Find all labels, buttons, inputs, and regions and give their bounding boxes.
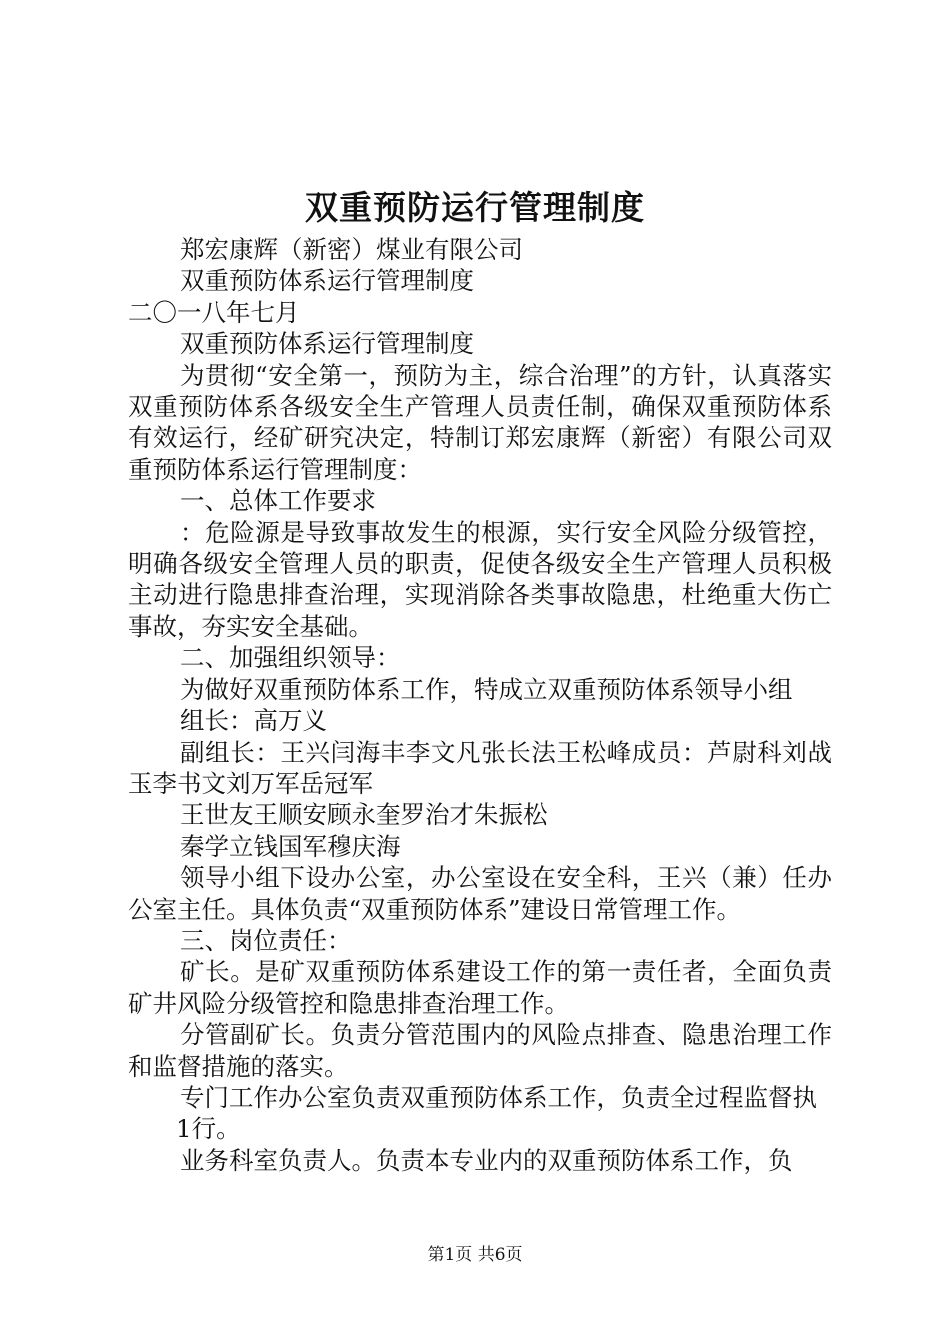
paragraph-office: 领导小组下设办公室，办公室设在安全科，王兴（兼）任办公室主任。具体负责“双重预防体系”建设日常管理工作。 [128,863,832,924]
page-footer: 第1页 共6页 [427,1245,523,1265]
paragraph-leadership: 为做好双重预防体系工作，特成立双重预防体系领导小组 [180,674,793,704]
paragraph-date: 二〇一八年七月 [128,297,300,327]
paragraph-intro: 为贯彻“安全第一，预防为主，综合治理”的方针，认真落实双重预防体系各级安全生产管理人员责任制，确保双重预防体系有效运行，经矿研究决定，特制订郑宏康辉（新密）有限公司双重预防体系运行管理制度： [128,360,832,484]
section-heading-2: 二、加强组织领导： [180,643,401,673]
paragraph-mine-director: 矿长。是矿双重预防体系建设工作的第一责任者，全面负责矿井风险分级管控和隐患排查治理工作。 [128,957,832,1018]
section-heading-3: 三、岗位责任： [180,925,352,955]
paragraph-heading: 双重预防体系运行管理制度 [180,329,474,359]
paragraph-company: 郑宏康辉（新密）煤业有限公司 [180,235,523,264]
paragraph-deputy-director: 分管副矿长。负责分管范围内的风险点排查、隐患治理工作和监督措施的落实。 [128,1020,832,1081]
document-body [128,234,832,1176]
paragraph-leader: 组长：高万义 [180,706,327,736]
paragraph-subtitle: 双重预防体系运行管理制度 [180,266,474,296]
paragraph-continuation: 1行。 [176,1114,241,1144]
paragraph-department-head: 业务科室负责人。负责本专业内的双重预防体系工作，负 [180,1145,793,1175]
paragraph-members-2: 王世友王顺安顾永奎罗治才朱振松 [180,800,548,830]
paragraph-members-3: 秦学立钱国军穆庆海 [180,831,401,861]
paragraph-special-office: 专门工作办公室负责双重预防体系工作，负责全过程监督执 [180,1082,817,1112]
document-title: 双重预防运行管理制度 [305,188,645,227]
section-heading-1: 一、总体工作要求 [180,486,376,516]
paragraph-members: 副组长：王兴闫海丰李文凡张长法王松峰成员：芦尉科刘战玉李书文刘万军岳冠军 [128,737,832,798]
paragraph-requirements: ：危险源是导致事故发生的根源，实行安全风险分级管控，明确各级安全管理人员的职责，促使各级安全生产管理人员积极主动进行隐患排查治理，实现消除各类事故隐患，杜绝重大伤亡事故，夯实安全基础。 [128,517,832,641]
